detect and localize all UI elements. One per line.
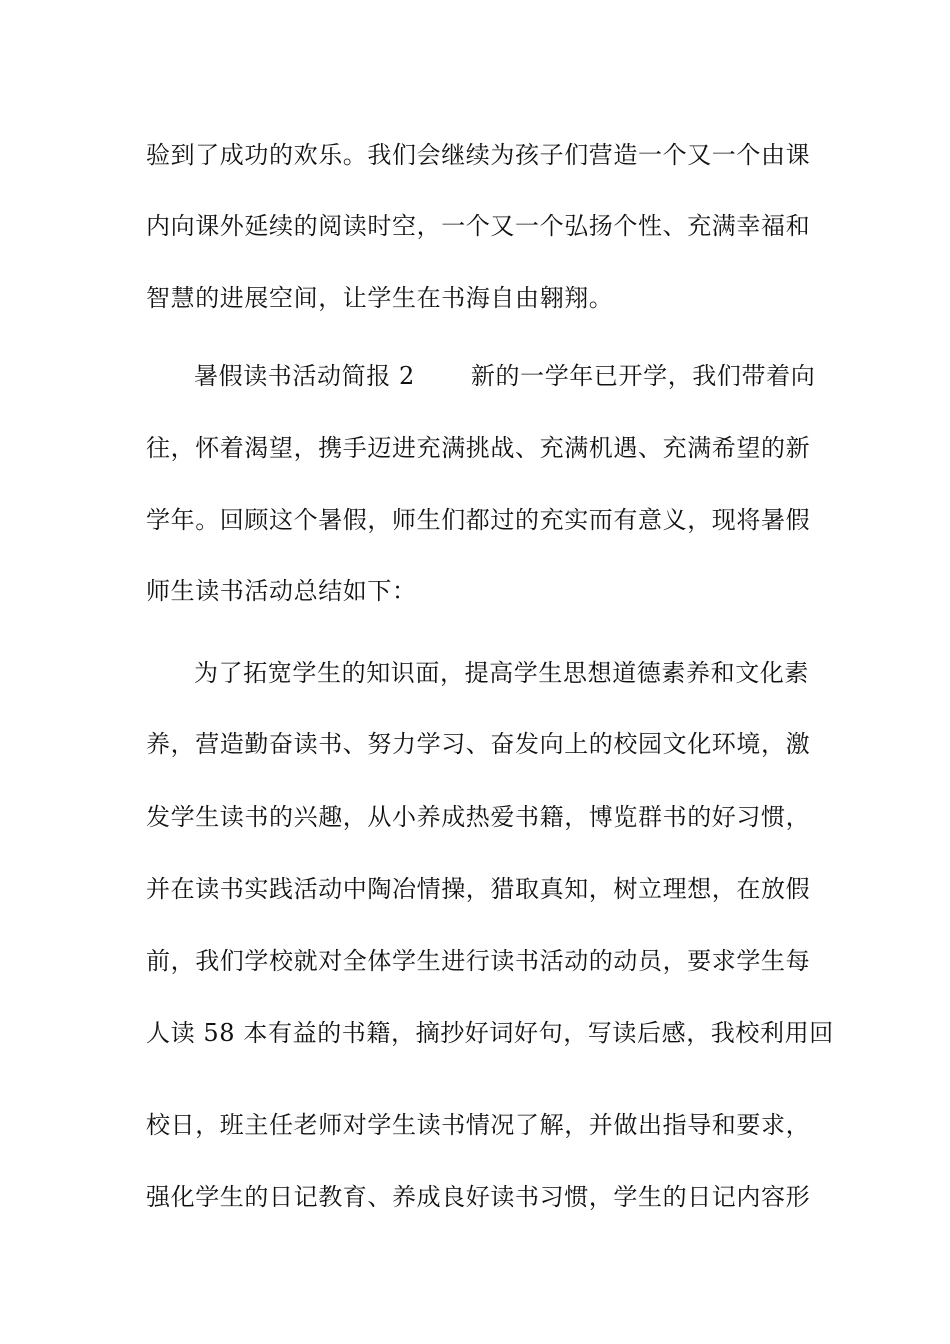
paragraph-2-line-2: 往，怀着渴望，携手迈进充满挑战、充满机遇、充满希望的新 (146, 434, 811, 462)
section-heading: 暑假读书活动简报 2 (194, 362, 415, 390)
paragraph-1-line-3: 智慧的进展空间，让学生在书海自由翱翔。 (146, 284, 614, 312)
paragraph-3-line-7: 校日，班主任老师对学生读书情况了解，并做出指导和要求， (146, 1111, 811, 1139)
paragraph-3-line-8: 强化学生的日记教育、养成良好读书习惯，学生的日记内容形 (146, 1183, 811, 1211)
paragraph-2-first-line (194, 361, 864, 391)
paragraph-2-line-3: 学年。回顾这个暑假，师生们都过的充实而有意义，现将暑假 (146, 506, 811, 534)
paragraph-1-line-2: 内向课外延续的阅读时空，一个又一个弘扬个性、充满幸福和 (146, 212, 811, 240)
paragraph-2-line-4: 师生读书活动总结如下： (146, 577, 417, 605)
paragraph-3-line-3: 发学生读书的兴趣，从小养成热爱书籍，博览群书的好习惯， (146, 803, 811, 831)
paragraph-3-line-5: 前，我们学校就对全体学生进行读书活动的动员，要求学生每 (146, 947, 811, 975)
paragraph-1-line-1: 验到了成功的欢乐。我们会继续为孩子们营造一个又一个由课 (146, 141, 811, 169)
paragraph-2-first-line-text: 新的一学年已开学，我们带着向 (470, 362, 816, 390)
paragraph-3-line-6: 人读 58 本有益的书籍，摘抄好词好句，写读后感，我校利用回 (146, 1019, 834, 1047)
paragraph-3-line-1: 为了拓宽学生的知识面，提高学生思想道德素养和文化素 (194, 659, 809, 687)
paragraph-3-line-2: 养，营造勤奋读书、努力学习、奋发向上的校园文化环境，激 (146, 730, 811, 758)
paragraph-3-line-4: 并在读书实践活动中陶冶情操，猎取真知，树立理想，在放假 (146, 875, 811, 903)
